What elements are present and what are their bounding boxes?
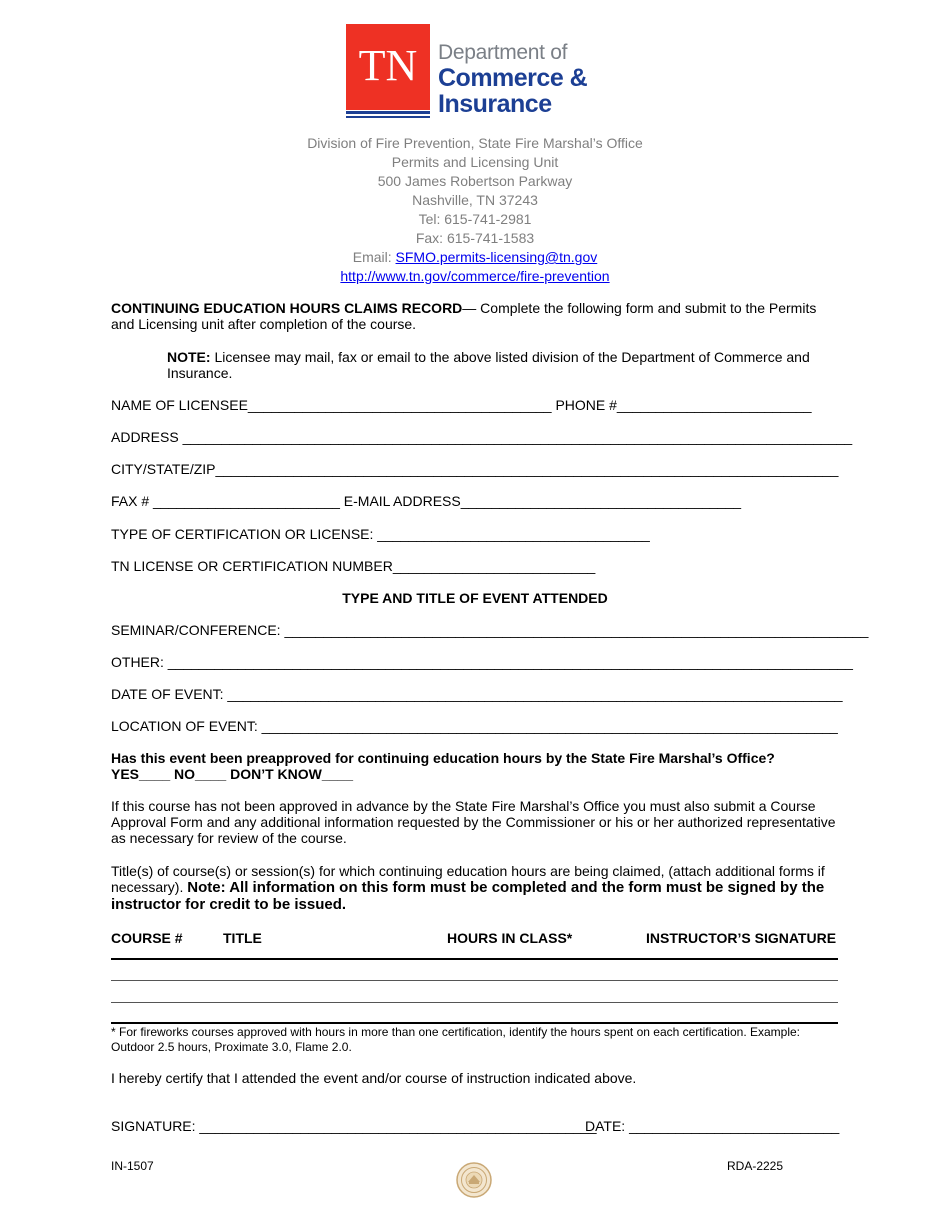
seminar-field[interactable]: SEMINAR/CONFERENCE: ___________________________________________________________________________: [111, 622, 869, 638]
header-street: 500 James Robertson Parkway: [377, 173, 573, 189]
signature-field[interactable]: SIGNATURE: ___________________________________________________: [111, 1118, 597, 1134]
event-heading: TYPE AND TITLE OF EVENT ATTENDED: [342, 590, 608, 606]
certify-statement: I hereby certify that I attended the event and/or course of instruction indicated above.: [111, 1070, 637, 1086]
certification-type-field[interactable]: TYPE OF CERTIFICATION OR LICENSE: ___________________________________: [111, 526, 650, 542]
footnote: * For fireworks courses approved with hours in more than one certification, identify the hours spent on each certification. Example: Outdoor 2.5 hours, Proximate 3.0, Flame 2.0.: [111, 1025, 801, 1054]
logo-line-3: Insurance: [438, 90, 552, 118]
titles-text: Title(s) of course(s) or session(s) for which continuing education hours are being claimed, (attach additional forms if necessary).: [111, 863, 825, 895]
logo-line-1: Department of: [438, 41, 568, 64]
email-link[interactable]: SFMO.permits-licensing@tn.gov: [395, 249, 598, 265]
intro-paragraph: [111, 300, 841, 332]
form-title: CONTINUING EDUCATION HOURS CLAIMS RECORD: [111, 300, 463, 316]
tn-badge-text: TN: [358, 41, 418, 90]
licensee-name-phone-field[interactable]: NAME OF LICENSEE_______________________________________ PHONE #_________________________: [111, 397, 812, 413]
note-text: Licensee may mail, fax or email to the above listed division of the Department of Commerce and Insurance.: [167, 349, 810, 381]
city-state-zip-field[interactable]: CITY/STATE/ZIP________________________________________________________________________________: [111, 461, 839, 477]
col-course: COURSE #: [111, 930, 183, 946]
header-tel: Tel: 615-741-2981: [418, 211, 532, 227]
preapproval-question: Has this event been preapproved for continuing education hours by the State Fire Marshal’s Office?: [111, 750, 775, 766]
fax-email-field[interactable]: FAX # ________________________ E-MAIL ADDRESS____________________________________: [111, 493, 742, 509]
intro-text: — Complete the following form and submit to the Permits and Licensing unit after completion of the course.: [111, 300, 817, 332]
header-city: Nashville, TN 37243: [412, 192, 538, 208]
header-division: Division of Fire Prevention, State Fire Marshal’s Office: [307, 135, 643, 151]
header-fax: Fax: 615-741-1583: [415, 230, 535, 246]
license-number-field[interactable]: TN LICENSE OR CERTIFICATION NUMBER__________________________: [111, 558, 596, 574]
note-paragraph: [167, 349, 827, 381]
table-row[interactable]: [111, 958, 838, 960]
table-row[interactable]: [111, 1002, 838, 1003]
approval-paragraph: If this course has not been approved in advance by the State Fire Marshal’s Office you must also submit a Course Approval Form and any additional information requested by the Commissioner or his or her authorized representative as necessary for review of the course.: [111, 798, 836, 846]
department-logo: [346, 24, 596, 118]
header-website-line: [0, 267, 950, 286]
tn-badge: [346, 24, 430, 110]
rda-number: RDA-2225: [727, 1159, 784, 1173]
event-date-field[interactable]: DATE OF EVENT: _______________________________________________________________________________: [111, 686, 843, 702]
col-title: TITLE: [223, 930, 262, 946]
note-label: NOTE:: [167, 349, 211, 365]
col-signature: INSTRUCTOR’S SIGNATURE: [646, 930, 837, 946]
email-label: Email:: [352, 249, 396, 265]
titles-paragraph: [111, 863, 839, 913]
table-row[interactable]: [111, 980, 838, 981]
col-hours: HOURS IN CLASS*: [447, 930, 573, 946]
state-seal-icon: [456, 1162, 492, 1198]
event-location-field[interactable]: LOCATION OF EVENT: __________________________________________________________________________: [111, 718, 838, 734]
date-field[interactable]: DATE: ___________________________: [585, 1118, 840, 1134]
preapproval-options[interactable]: YES____ NO____ DON’T KNOW____: [111, 766, 353, 782]
address-field[interactable]: ADDRESS ______________________________________________________________________________________: [111, 429, 853, 445]
form-number: IN-1507: [111, 1159, 154, 1173]
other-field[interactable]: OTHER: ________________________________________________________________________________________: [111, 654, 853, 670]
logo-line-2: Commerce &: [438, 64, 588, 92]
table-row[interactable]: [111, 1022, 838, 1024]
header-unit: Permits and Licensing Unit: [391, 154, 559, 170]
website-link[interactable]: http://www.tn.gov/commerce/fire-prevention: [340, 268, 610, 284]
header-email-line: [0, 248, 950, 267]
titles-note: Note: All information on this form must be completed and the form must be signed by the instructor for credit to be issued.: [111, 879, 825, 913]
